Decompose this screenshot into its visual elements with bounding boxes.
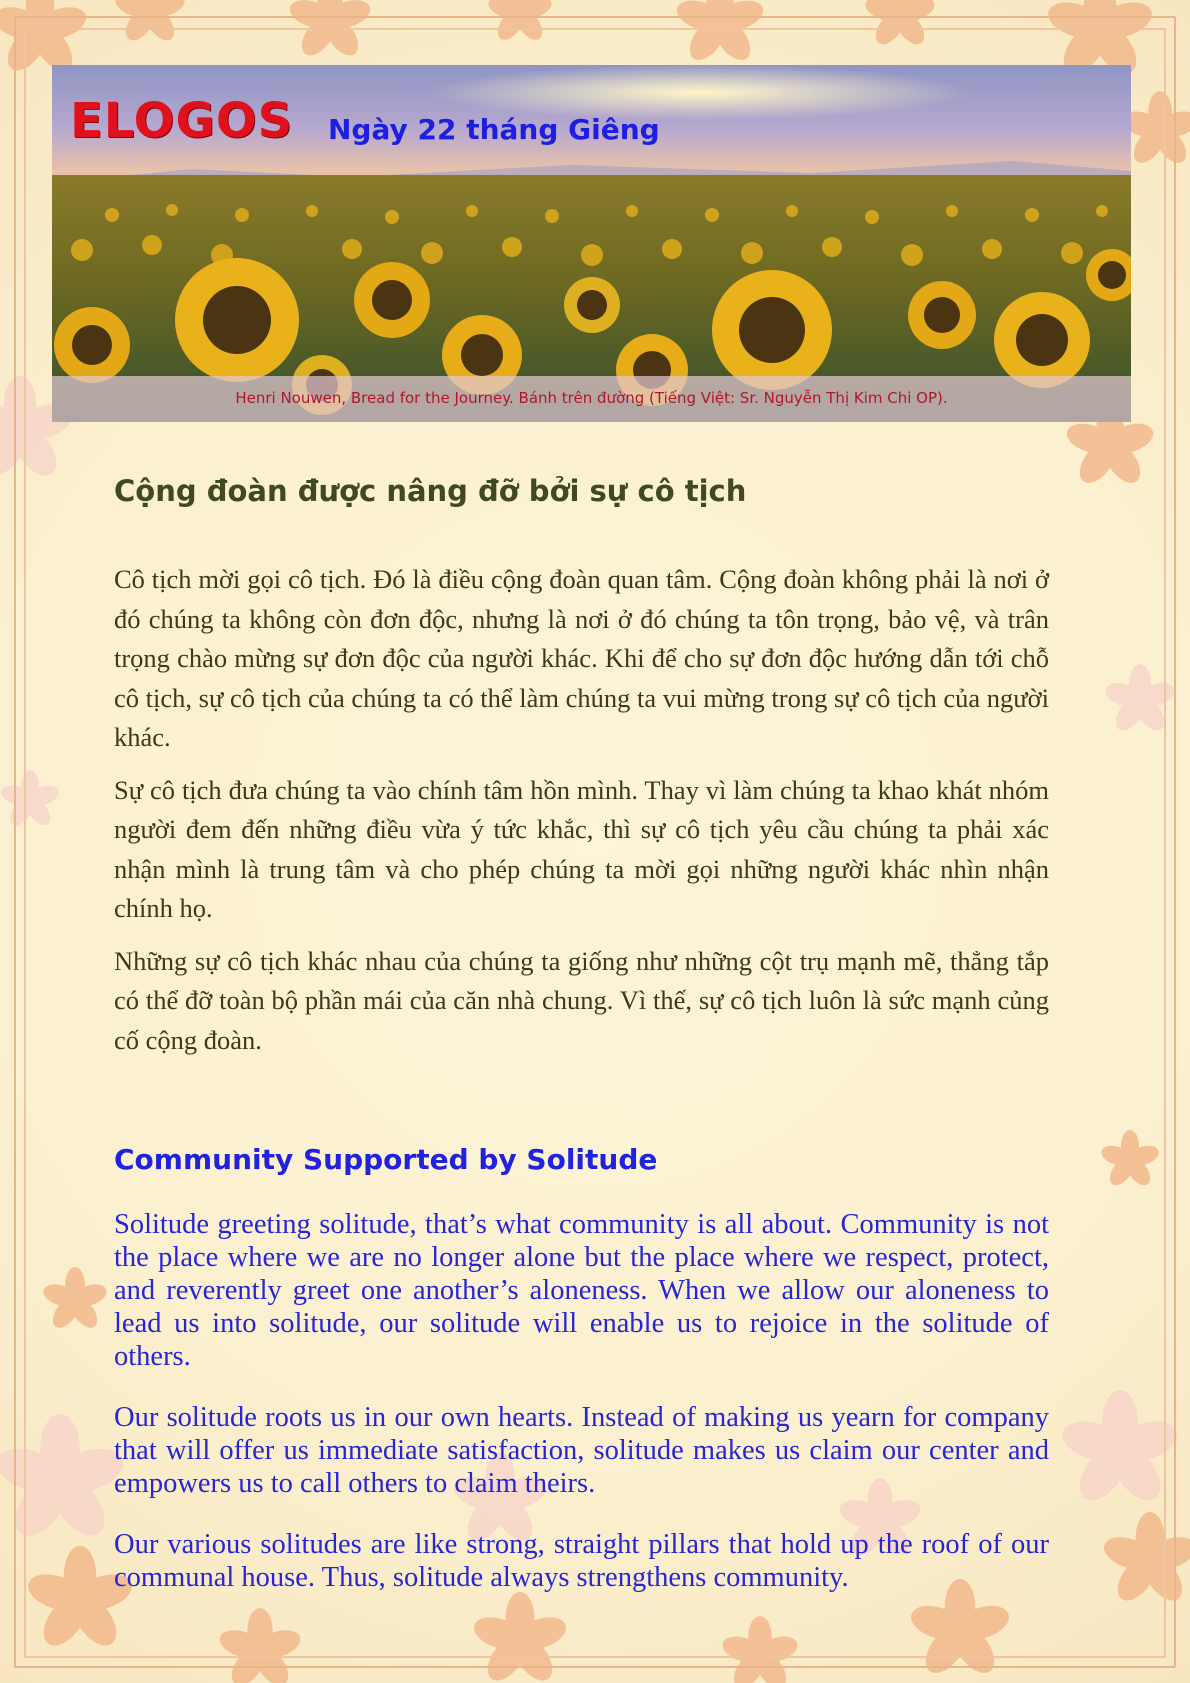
vietnamese-body	[114, 560, 1049, 1073]
vietnamese-paragraph: Cô tịch mời gọi cô tịch. Đó là điều cộng đoàn quan tâm. Cộng đoàn không phải là nơi ở đó chúng ta không còn đơn độc, nhưng là nơi ở đó chúng ta tôn trọng, bảo vệ, và trân trọng chào mừng sự đơn độc của người khác. Khi để cho sự đơn độc hướng dẫn tới chỗ cô tịch, sự cô tịch của chúng ta có thể làm chúng ta vui mừng trong sự cô tịch của người khác.	[114, 564, 1049, 752]
header-banner	[52, 65, 1131, 422]
english-paragraph: Our various solitudes are like strong, straight pillars that hold up the roof of our communal house. Thus, solitude always strengthens community.	[114, 1529, 1049, 1593]
vietnamese-paragraph: Những sự cô tịch khác nhau của chúng ta giống như những cột trụ mạnh mẽ, thẳng tắp có thể đỡ toàn bộ phần mái của căn nhà chung. Vì thế, sự cô tịch luôn là sức mạnh củng cố cộng đoàn.	[114, 945, 1049, 1055]
brand-logo: ELOGOS	[70, 93, 294, 149]
english-paragraph: Our solitude roots us in our own hearts. Instead of making us yearn for company that will offer us immediate satisfaction, solitude makes us claim our center and empowers us to call others to claim theirs.	[114, 1402, 1049, 1499]
vietnamese-title: Cộng đoàn được nâng đỡ bởi sự cô tịch	[114, 474, 747, 508]
english-title: Community Supported by Solitude	[114, 1143, 658, 1176]
vietnamese-paragraph: Sự cô tịch đưa chúng ta vào chính tâm hồn mình. Thay vì làm chúng ta khao khát nhóm người đem đến những điều vừa ý tức khắc, thì sự cô tịch yêu cầu chúng ta phải xác nhận mình là trung tâm và cho phép chúng ta mời gọi những người khác nhìn nhận chính họ.	[114, 774, 1049, 923]
english-body	[114, 1208, 1049, 1622]
english-paragraph: Solitude greeting solitude, that’s what community is all about. Community is not the place where we are no longer alone but the place where we respect, protect, and reverently greet one another’s aloneness. When we allow our aloneness to lead us into solitude, our solitude will enable us to rejoice in the solitude of others.	[114, 1209, 1049, 1372]
source-credit: Henri Nouwen, Bread for the Journey. Bánh trên đường (Tiếng Việt: Sr. Nguyễn Thị Kim Chi OP).	[235, 389, 948, 407]
banner-date: Ngày 22 tháng Giêng	[328, 113, 660, 146]
